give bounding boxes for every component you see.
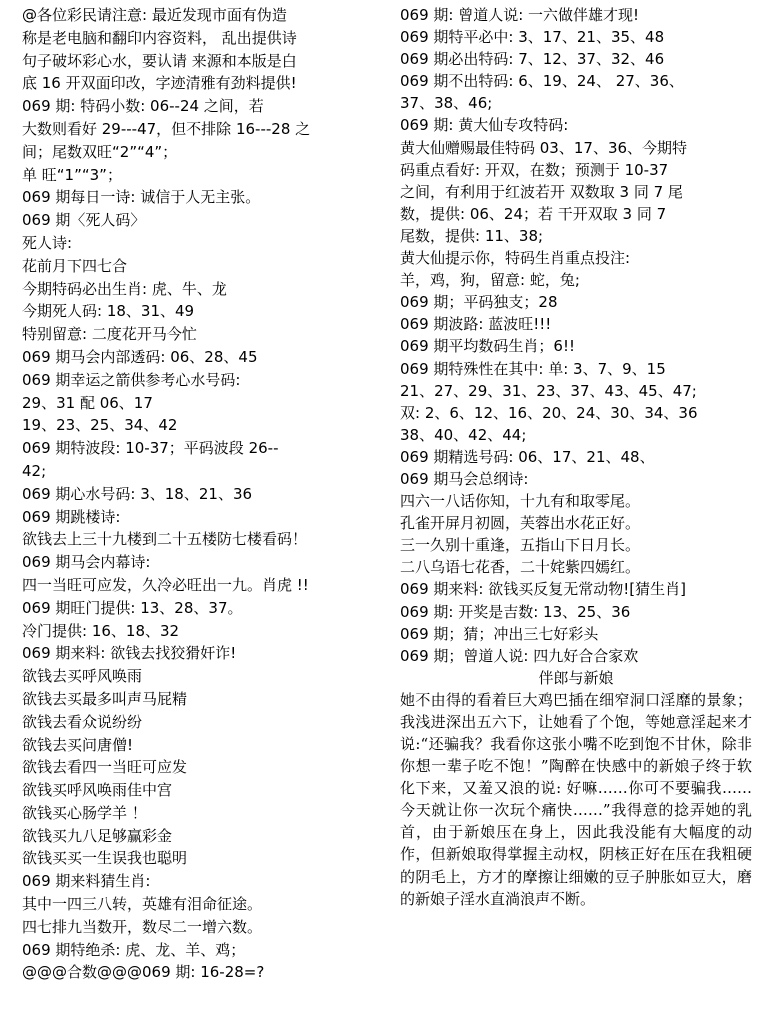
left-line: 069 期: 特码小数: 06--24 之间，若 [22, 97, 264, 116]
right-line: 069 期；猜；冲出三七好彩头 [400, 624, 599, 643]
right-line: 孔雀开屏月初圆，芙蓉出水花正好。 [400, 514, 641, 533]
right-lines [400, 4, 752, 667]
story-title: 伴郎与新娘 [538, 668, 614, 687]
right-line: 069 期平均数码生肖；6!! [400, 337, 575, 356]
left-line: 底 16 开双面印改，字迹清雅有劲料提供! [22, 74, 297, 93]
right-line: 三一久别十重逢，五指山下日月长。 [400, 536, 641, 555]
left-line: 花前月下四七合 [22, 256, 128, 275]
left-line: 069 期幸运之箭供参考心水号码: [22, 370, 241, 389]
left-line: 大数则看好 29---47，但不排除 16---28 之 [22, 119, 311, 138]
left-line: 特别留意: 二度花开马今忙 [22, 325, 197, 344]
right-line: 069 期波路: 蓝波旺!!! [400, 315, 552, 334]
right-line: 二八乌语七花香，二十姹紫四嫣红。 [400, 558, 641, 577]
left-column [22, 4, 380, 984]
left-line: 欲钱买心肠学羊 ！ [22, 803, 147, 822]
left-line: 称是老电脑和翻印内容资料， 乱出提供诗 [22, 28, 297, 47]
left-line: 欲钱买九八足够赢彩金 [22, 826, 173, 845]
right-line: 069 期不出特码: 6、19、24、 27、36、 [400, 72, 684, 91]
right-line: 069 期: 开奖是吉数: 13、25、36 [400, 602, 631, 621]
left-line: 冷门提供: 16、18、32 [22, 621, 180, 640]
left-line: 42; [22, 461, 47, 480]
left-line: 069 期特绝杀: 虎、龙、羊、鸡； [22, 940, 246, 959]
right-line: 069 期马会总纲诗: [400, 469, 529, 488]
right-line: 069 期: 曾道人说: 一六做伴雄才现! [400, 6, 640, 24]
left-line: 欲钱去上三十九楼到二十五楼防七楼看码！ [22, 530, 308, 549]
left-line: 欲钱去买最多叫声马屁精 [22, 689, 188, 708]
left-line: 欲钱买买一生误我也聪明 [22, 849, 188, 868]
right-line: 069 期必出特码: 7、12、37、32、46 [400, 50, 665, 69]
right-line: 21、27、29、31、23、37、43、45、47; [400, 381, 697, 400]
right-line: 069 期；曾道人说: 四九好合合家欢 [400, 646, 639, 665]
left-line: 句子破坏彩心水，要认请 来源和本版是白 [22, 51, 297, 70]
left-line: 19、23、25、34、42 [22, 416, 178, 435]
right-line: 37、38、46; [400, 94, 493, 113]
left-line: 069 期每日一诗: 诚信于人无主张。 [22, 188, 261, 207]
right-line: 069 期: 黄大仙专攻特码: [400, 116, 569, 135]
right-line: 069 期特平必中: 3、17、21、35、48 [400, 28, 665, 47]
left-line: 069 期旺门提供: 13、28、37。 [22, 598, 243, 617]
right-line: 数，提供: 06、24；若 干开双取 3 同 7 [400, 204, 667, 223]
right-line: 黄大仙赠赐最佳特码 03、17、36、今期特 [400, 138, 688, 157]
left-line: 欲钱去买呼风唤雨 [22, 667, 143, 686]
left-line: 069 期马会内幕诗: [22, 553, 151, 572]
left-line: 四一当旺可应发，久冷必旺出一九。肖虎 !! [22, 575, 309, 594]
left-line: 欲钱去买问唐僧! [22, 735, 134, 754]
left-line: 069 期〈死人码〉 [22, 211, 146, 230]
right-line: 069 期精选号码: 06、17、21、48、 [400, 447, 655, 466]
left-line: 069 期跳楼诗: [22, 507, 121, 526]
right-column [400, 4, 752, 908]
story-text: 她不由得的看着巨大鸡巴插在细窄洞口淫靡的景象；我浅进深出五六下，让她看了个饱，等她意淫起来才说:“还骗我？我看你这张小嘴不吃到饱不甘休，除非你想一辈子吃不饱！”陶醉在快感中的新娘子终于软化下来，又羞又浪的说: 好嘛……你可不要骗我……今天就让你一次玩个痛快……”我得意的捻弄她的乳首，由于新娘压在身上，因此我没能有大幅度的动作，但新娘取得掌握主动权，阴核正好在压在我粗硬的阴毛上，方才的摩擦让细嫩的豆子肿胀如豆大，磨的新娘子淫水直淌浪声不断。 [400, 690, 752, 908]
left-line: 欲钱买呼风唤雨佳中宫 [22, 781, 173, 800]
right-line: 尾数，提供: 11、38; [400, 226, 544, 245]
left-line: @@@合数@@@069 期: 16-28=? [22, 963, 265, 982]
right-line: 069 期来料: 欲钱买反复无常动物![猜生肖] [400, 580, 686, 599]
right-line: 之间，有利用于红波若开 双数取 3 同 7 尾 [400, 182, 683, 201]
left-line: 四七排九当数开，数尽二一增六数。 [22, 917, 263, 936]
right-line: 码重点看好: 开双，在数；预测于 10-37 [400, 160, 669, 179]
left-line: 死人诗: [22, 233, 73, 252]
left-line: 今期死人码: 18、31、49 [22, 302, 195, 321]
left-line: 069 期马会内部透码: 06、28、45 [22, 347, 258, 366]
left-line: 其中一四三八转，英雄有泪命征途。 [22, 895, 263, 914]
left-line: 间；尾数双旺“2”“4”； [22, 142, 178, 161]
right-line: 069 期；平码独支；28 [400, 293, 558, 312]
right-line: 双: 2、6、12、16、20、24、30、34、36 [400, 403, 698, 422]
left-line: 069 期来料: 欲钱去找狡猾奸诈! [22, 644, 237, 663]
right-line: 069 期特殊性在其中: 单: 3、7、9、15 [400, 359, 666, 378]
right-line: 四六一八话你知，十九有和取零尾。 [400, 492, 641, 511]
right-line: 38、40、42、44; [400, 425, 527, 444]
left-line: 069 期来料猜生肖: [22, 872, 151, 891]
left-line: 今期特码必出生肖: 虎、牛、龙 [22, 279, 227, 298]
right-line: 黄大仙提示你，特码生肖重点投注: [400, 249, 631, 268]
left-line: 欲钱去看众说纷纷 [22, 712, 143, 731]
left-line: 069 期特波段: 10-37；平码波段 26-- [22, 439, 279, 458]
left-line: @各位彩民请注意: 最近发现市面有伪造 [22, 6, 287, 24]
left-line: 29、31 配 06、17 [22, 393, 153, 412]
left-line: 单 旺“1”“3”； [22, 165, 122, 184]
left-line: 069 期心水号码: 3、18、21、36 [22, 484, 253, 503]
left-line: 欲钱去看四一当旺可应发 [22, 758, 188, 777]
right-line: 羊，鸡，狗，留意: 蛇，兔; [400, 271, 580, 290]
